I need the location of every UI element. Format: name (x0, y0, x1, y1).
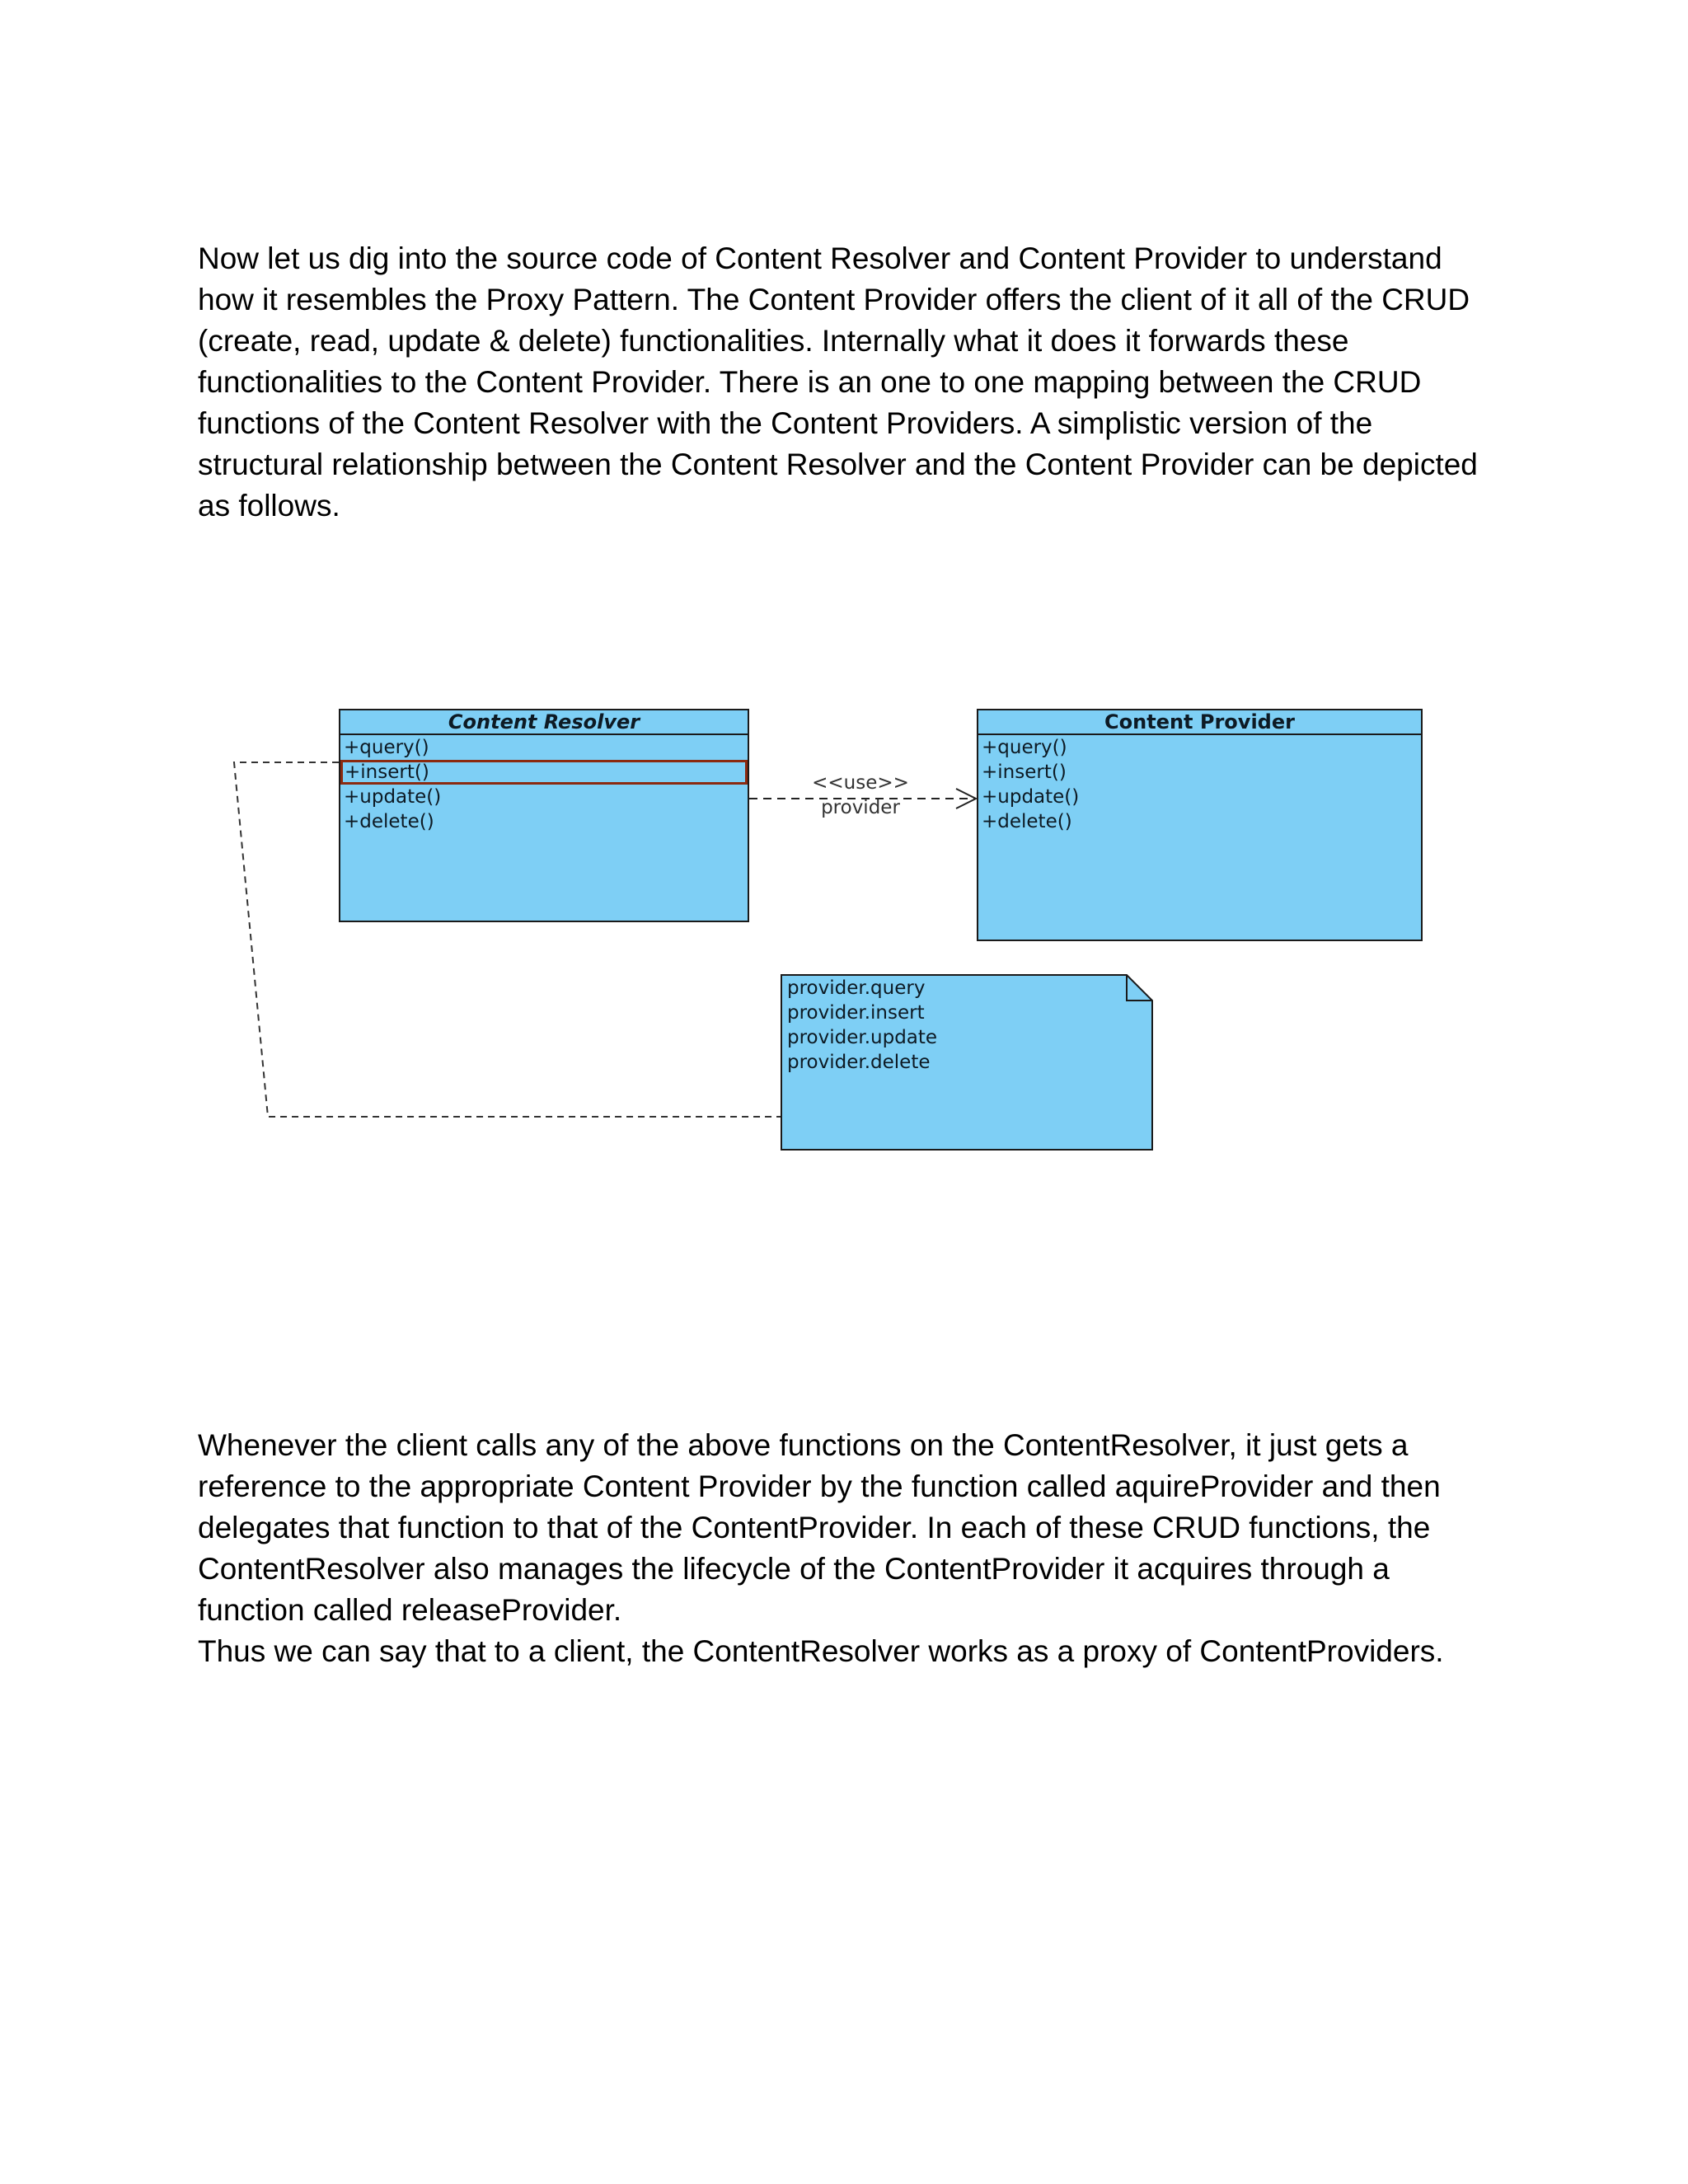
class-content-resolver[interactable] (339, 709, 749, 922)
operation-delete[interactable]: +delete() (982, 811, 1072, 832)
operations-compartment (340, 735, 748, 834)
text-line: ContentResolver also manages the lifecycle of the ContentProvider it acquires through a (198, 1552, 1390, 1586)
class-title: Content Provider (978, 710, 1421, 735)
text-line: structural relationship between the Content Resolver and the Content Provider can be depicted (198, 448, 1478, 481)
text-line: Thus we can say that to a client, the ContentResolver works as a proxy of ContentProviders. (198, 1634, 1444, 1668)
text-line: how it resembles the Proxy Pattern. The Content Provider offers the client of it all of the CRUD (198, 283, 1470, 316)
operation-insert[interactable]: +insert() (340, 760, 748, 785)
text-line: (create, read, update & delete) functionalities. Internally what it does it forwards these (198, 324, 1349, 358)
note-line: provider.insert (787, 1002, 925, 1024)
operation-update[interactable]: +update() (982, 786, 1080, 808)
uml-note[interactable] (781, 974, 1153, 1151)
operation-update[interactable]: +update() (344, 786, 442, 808)
class-content-provider[interactable] (977, 709, 1423, 941)
operation-delete[interactable]: +delete() (344, 811, 434, 832)
class-title: Content Resolver (340, 710, 748, 735)
association-role: provider (821, 797, 900, 818)
text-line: Now let us dig into the source code of Content Resolver and Content Provider to understand (198, 241, 1442, 275)
text-line: functions of the Content Resolver with the Content Providers. A simplistic version of the (198, 406, 1373, 440)
operation-query[interactable]: +query() (982, 737, 1067, 758)
text-line: functionalities to the Content Provider. There is an one to one mapping between the CRUD (198, 365, 1422, 399)
text-line: function called releaseProvider. (198, 1593, 622, 1627)
note-line: provider.update (787, 1027, 938, 1048)
text-line: Whenever the client calls any of the above functions on the ContentResolver, it just gets a (198, 1428, 1409, 1462)
operation-query[interactable]: +query() (344, 737, 429, 758)
explanation-paragraph (198, 1425, 1517, 1672)
operations-compartment (978, 735, 1421, 834)
note-line: provider.query (787, 977, 926, 999)
text-line: as follows. (198, 489, 340, 523)
association-stereotype: <<use>> (812, 772, 909, 794)
note-text (787, 976, 937, 1075)
text-line: delegates that function to that of the ContentProvider. In each of these CRUD functions, the (198, 1511, 1431, 1544)
note-line: provider.delete (787, 1052, 931, 1073)
text-line: reference to the appropriate Content Provider by the function called aquireProvider and then (198, 1469, 1441, 1503)
operation-insert[interactable]: +insert() (982, 762, 1067, 783)
